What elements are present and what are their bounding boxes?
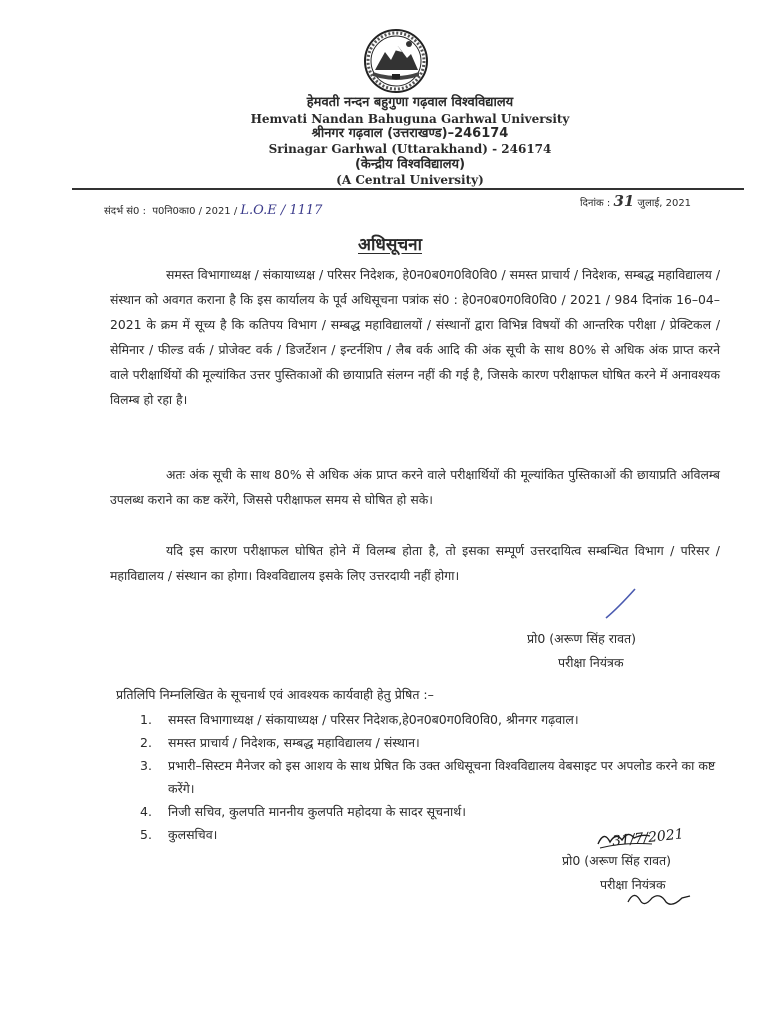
reference-handwritten: L.O.E / 1117 <box>240 203 323 218</box>
date-day-handwritten: 31 <box>613 192 635 210</box>
university-name-english: Hemvati Nandan Bahuguna Garhwal University <box>250 112 570 126</box>
body-paragraph-1 <box>110 262 720 412</box>
status-hindi: (केन्द्रीय विश्वविद्यालय) <box>354 157 466 172</box>
address-english: Srinagar Garhwal (Uttarakhand) - 246174 <box>268 142 552 156</box>
paragraph-text: अतः अंक सूची के साथ 80% से अधिक अंक प्राप्त करने वाले परीक्षार्थियों की मूल्यांकित पुस्तिकाओं की छायाप्रति अविलम्ब उपलब्ध कराने का कष्ट करेंगे, जिससे परीक्षाफल समय से घोषित हो सके। <box>110 467 720 507</box>
list-item <box>140 800 730 823</box>
paragraph-text: समस्त विभागाध्यक्ष / संकायाध्यक्ष / परिसर निदेशक, हे0न0ब0ग0वि0वि0 / समस्त प्राचार्य / निदेशक, सम्बद्ध महाविद्यालय / संस्थान को अवगत कराना है कि इस कार्यालय के पूर्व अधिसूचना पत्रांक सं0 : हे0न0ब0ग0वि0वि0 / 2021 / 984 दिनांक 16–04–2021 के क्रम में सूच्य है कि कतिपय विभाग / सम्बद्ध महाविद्यालयों / संस्थानों द्वारा विभिन्न विषयों की आन्तरिक परीक्षा / प्रेक्टिकल / सेमिनार / फील्ड वर्क / प्रोजेक्ट वर्क / डिजर्टेशन / इन्टर्नशिप / लैब वर्क आदि की अंक सूची के साथ 80% से अधिक अंक प्राप्त करने वाले परीक्षार्थियों की मूल्यांकित उत्तर पुस्तिकाओं की छायाप्रति संलग्न नहीं की गई है, जिसके कारण परीक्षाफल घोषित करने में अनावश्यक विलम्ब हो रहा है। <box>110 267 720 407</box>
list-item <box>140 708 730 731</box>
signatory2-name: प्रो0 (अरूण सिंह रावत) <box>562 853 672 868</box>
signatory-name: प्रो0 (अरूण सिंह रावत) <box>527 631 637 646</box>
item-number: 3. <box>140 758 152 773</box>
header-divider <box>72 188 744 190</box>
status-english: (A Central University) <box>336 173 484 187</box>
item-text: समस्त विभागाध्यक्ष / संकायाध्यक्ष / परिसर निदेशक,हे0न0ब0ग0वि0वि0, श्रीनगर गढ़वाल। <box>168 712 579 727</box>
signatory-designation: परीक्षा नियंत्रक <box>558 655 624 670</box>
reference-label: संदर्भ सं0 : <box>104 206 146 217</box>
university-name-hindi: हेमवती नन्दन बहुगुणा गढ़वाल विश्वविद्यालय <box>306 95 514 110</box>
date-month-year: जुलाई, 2021 <box>637 198 692 209</box>
item-number: 5. <box>140 827 152 842</box>
item-text: कुलसचिव। <box>168 827 218 842</box>
address-hindi: श्रीनगर गढ़वाल (उत्तराखण्ड)–246174 <box>311 126 509 141</box>
university-seal-logo <box>363 28 429 94</box>
reference-printed: प0नि0का0 / 2021 / <box>152 206 238 217</box>
paragraph-text: यदि इस कारण परीक्षाफल घोषित होने में विलम्ब होता है, तो इसका सम्पूर्ण उत्तरदायित्व सम्बन्धित विभाग / परिसर / महाविद्यालय / संस्थान का होगा। विश्वविद्यालय इसके लिए उत्तरदायी नहीं होगा। <box>110 543 720 583</box>
list-item <box>140 754 730 800</box>
body-paragraph-3 <box>110 538 720 588</box>
item-number: 2. <box>140 735 152 750</box>
signature-mark-icon <box>602 586 638 622</box>
item-text: निजी सचिव, कुलपति माननीय कुलपति महोदया के सादर सूचनार्थ। <box>168 804 466 819</box>
body-paragraph-2 <box>110 462 720 512</box>
reference-number <box>104 203 322 218</box>
date-label: दिनांक : <box>580 198 611 209</box>
handwritten-date: 31/7/2021 <box>611 826 685 850</box>
item-number: 1. <box>140 712 152 727</box>
notification-title: अधिसूचना <box>358 235 422 255</box>
initials-scribble-icon <box>622 888 694 912</box>
list-item <box>140 731 730 754</box>
issue-date <box>580 192 691 210</box>
copy-to-heading: प्रतिलिपि निम्नलिखित के सूचनार्थ एवं आवश्यक कार्यवाही हेतु प्रेषित :– <box>116 687 434 702</box>
handwritten-signature-icon <box>594 824 654 852</box>
item-text: समस्त प्राचार्य / निदेशक, सम्बद्ध महाविद्यालय / संस्थान। <box>168 735 420 750</box>
signatory2-designation: परीक्षा नियंत्रक <box>600 877 666 892</box>
item-number: 4. <box>140 804 152 819</box>
item-text: प्रभारी–सिस्टम मैनेजर को इस आशय के साथ प्रेषित कि उक्त अधिसूचना विश्वविद्यालय वेबसाइट पर अपलोड करने का कष्ट करेंगे। <box>168 758 716 796</box>
